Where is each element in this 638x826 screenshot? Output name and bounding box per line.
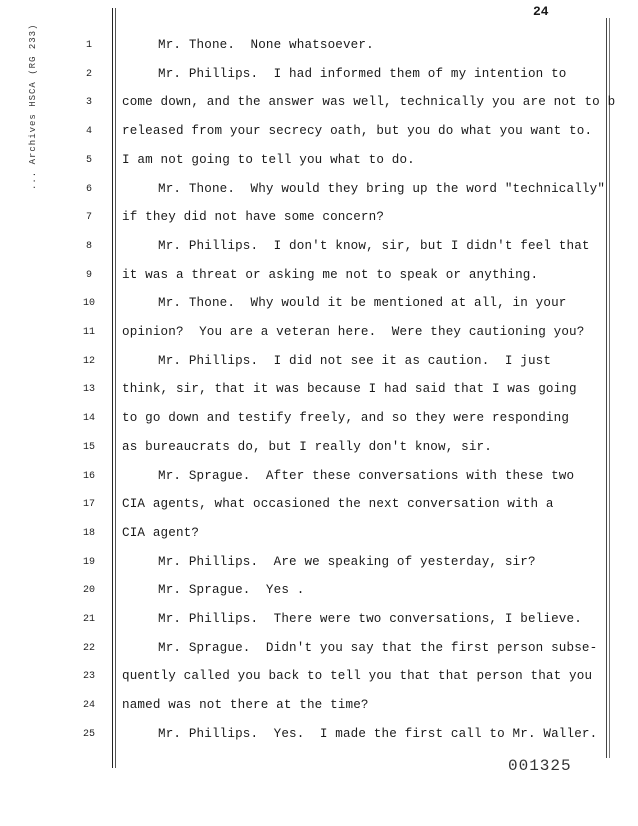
- line-number: 1: [85, 40, 92, 51]
- transcript-line: Mr. Phillips. There were two conversations, I believe.: [158, 612, 582, 626]
- document-id: 001325: [508, 757, 572, 775]
- transcript-line: it was a threat or asking me not to speak or anything.: [122, 267, 539, 282]
- line-number: 25: [82, 728, 95, 740]
- line-number: 21: [82, 614, 95, 625]
- transcript-line: if they did not have some concern?: [122, 210, 385, 225]
- line-number: 3: [85, 97, 92, 109]
- transcript-line: CIA agents, what occasioned the next conversation with a: [122, 497, 554, 512]
- transcript-line: come down, and the answer was well, technically you are not to b: [122, 95, 616, 110]
- transcript-line: released from your secrecy oath, but you do what you want to.: [122, 124, 593, 139]
- line-number: 12: [82, 355, 95, 367]
- transcript-line: Mr. Sprague. Yes .: [158, 583, 305, 598]
- line-number: 20: [82, 585, 95, 597]
- page-number: 24: [533, 4, 549, 19]
- transcript-line: I am not going to tell you what to do.: [122, 152, 415, 167]
- line-number: 17: [82, 499, 95, 511]
- transcript-line: Mr. Phillips. I don't know, sir, but I didn't feel that: [158, 238, 590, 253]
- line-number: 22: [82, 642, 95, 654]
- line-number: 11: [82, 327, 95, 338]
- transcript-line: Mr. Phillips. I had informed them of my intention to: [158, 66, 567, 81]
- left-margin-rule: [112, 8, 113, 768]
- right-margin-rule-inner: [609, 18, 610, 758]
- line-number: 14: [82, 413, 95, 425]
- line-number: 9: [85, 269, 92, 281]
- line-number: 13: [82, 384, 95, 396]
- transcript-line: Mr. Thone. Why would they bring up the word "technically": [158, 181, 606, 196]
- transcript-line: CIA agent?: [122, 525, 200, 540]
- transcript-line: Mr. Thone. None whatsoever.: [158, 38, 374, 52]
- transcript-line: named was not there at the time?: [122, 698, 369, 713]
- line-number: 4: [85, 126, 92, 138]
- transcript-line: to go down and testify freely, and so they were responding: [122, 411, 570, 426]
- line-number: 15: [82, 441, 95, 453]
- transcript-line: Mr. Thone. Why would it be mentioned at all, in your: [158, 296, 567, 311]
- transcript-line: Mr. Phillips. Yes. I made the first call to Mr. Waller.: [158, 726, 598, 741]
- line-number: 24: [82, 700, 95, 712]
- line-number: 19: [82, 556, 95, 568]
- line-number: 10: [82, 298, 95, 310]
- transcript-line: Mr. Phillips. I did not see it as caution. I just: [158, 353, 552, 368]
- transcript-line: Mr. Sprague. Didn't you say that the first person subse-: [158, 640, 598, 655]
- line-number: 2: [85, 68, 92, 80]
- transcript-line: Mr. Sprague. After these conversations with these two: [158, 468, 575, 483]
- line-number: 18: [82, 527, 95, 539]
- left-margin-rule-inner: [115, 8, 116, 768]
- transcript-line: quently called you back to tell you that that person that you: [122, 669, 593, 684]
- line-number: 7: [85, 212, 92, 224]
- transcript-line: opinion? You are a veteran here. Were they cautioning you?: [122, 325, 585, 339]
- line-number: 6: [85, 183, 92, 195]
- transcript-line: think, sir, that it was because I had said that I was going: [122, 382, 577, 397]
- transcript-line: as bureaucrats do, but I really don't know, sir.: [122, 439, 492, 454]
- archive-stamp: ... Archives HSCA (RG 233): [28, 23, 38, 190]
- right-margin-rule: [606, 18, 607, 758]
- line-number: 23: [82, 671, 95, 683]
- transcript-line: Mr. Phillips. Are we speaking of yesterday, sir?: [158, 554, 536, 569]
- line-number: 16: [82, 470, 95, 482]
- line-number: 8: [85, 240, 92, 252]
- line-number: 5: [85, 154, 92, 166]
